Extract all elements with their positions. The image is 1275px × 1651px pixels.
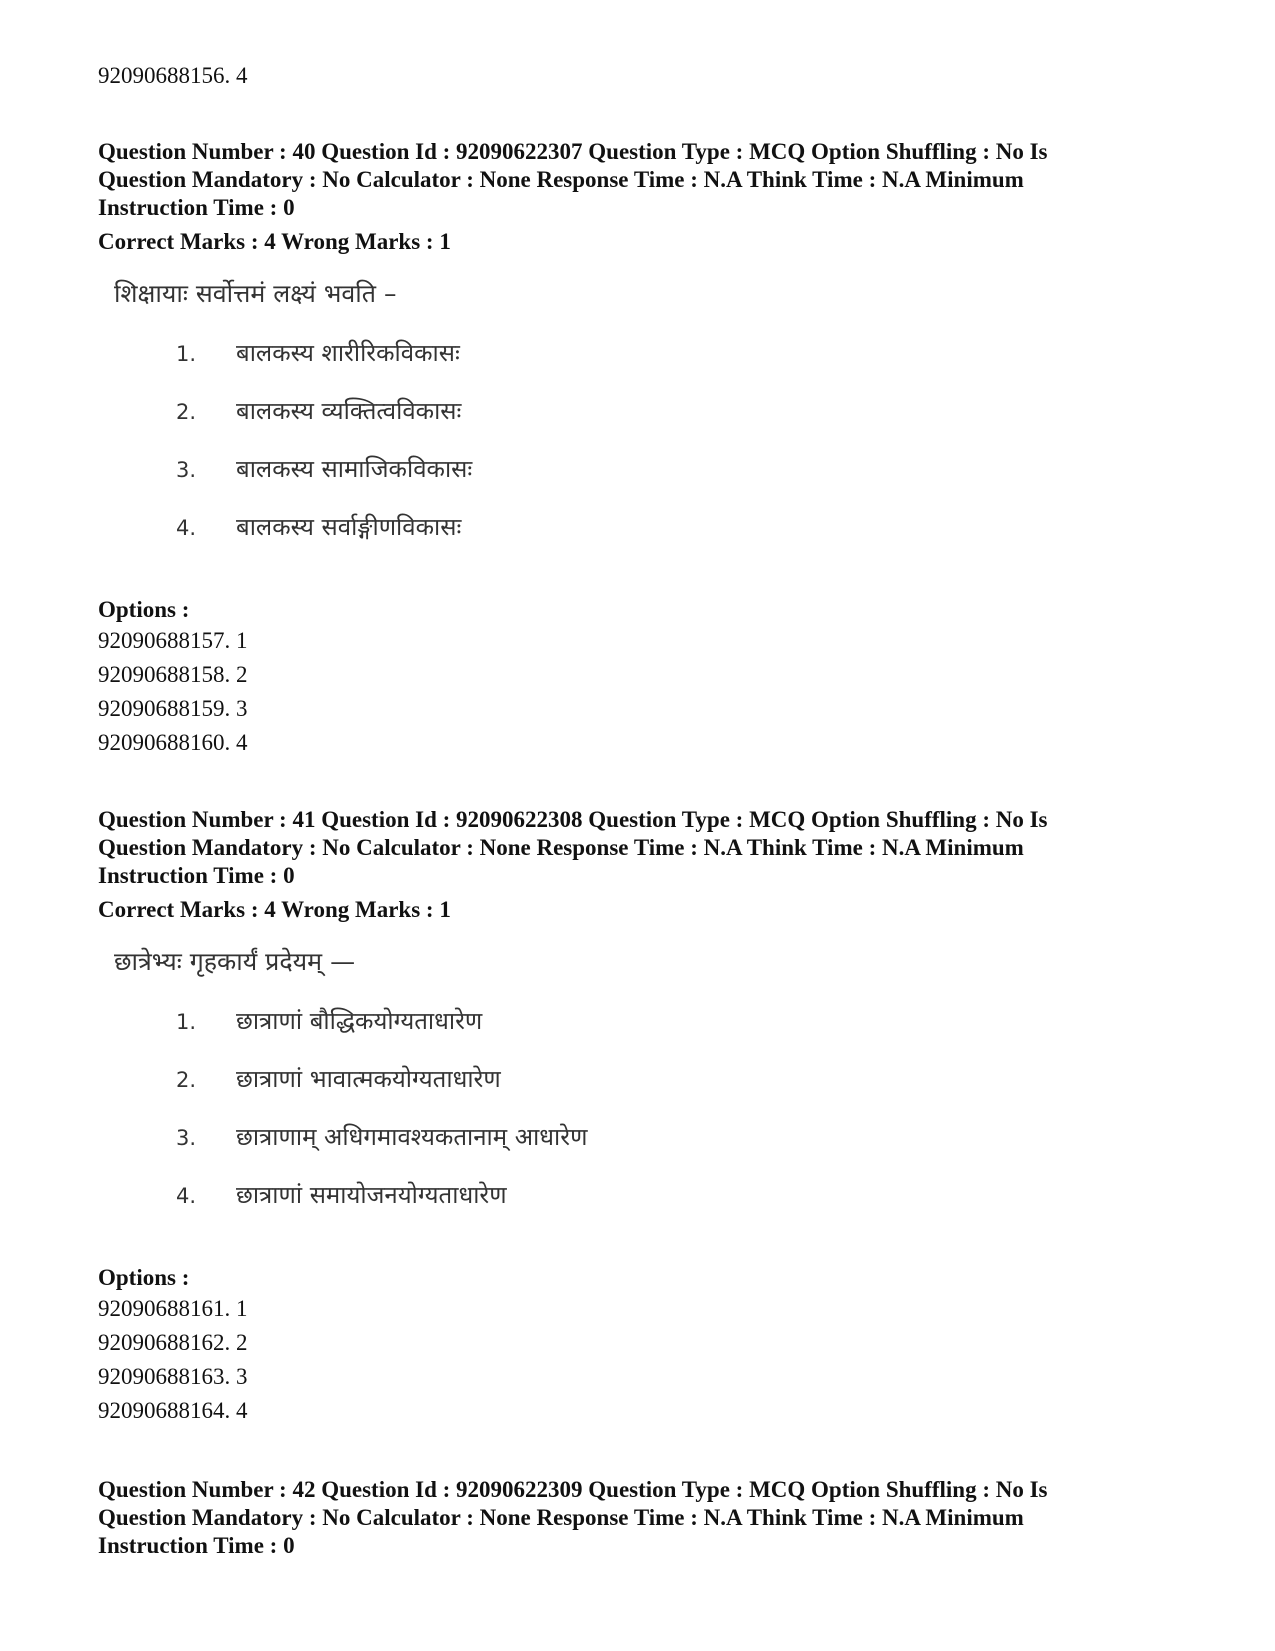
question-meta-line: Question Mandatory : No Calculator : None Response Time : N.A Think Time : N.A Minimum <box>98 1505 1024 1530</box>
question-meta <box>98 1476 1198 1560</box>
option-id: 92090688158. 2 <box>98 662 248 687</box>
choice-text: बालकस्य शारीरिकविकासः <box>236 339 460 367</box>
question-meta-line: Instruction Time : 0 <box>98 195 295 220</box>
question-content <box>98 256 1198 596</box>
choice-text: बालकस्य व्यक्तित्वविकासः <box>236 397 462 425</box>
option-id: 92090688157. 1 <box>98 628 248 653</box>
question-meta-line: Instruction Time : 0 <box>98 1533 295 1558</box>
question-meta-line: Instruction Time : 0 <box>98 863 295 888</box>
option-id: 92090688163. 3 <box>98 1364 248 1389</box>
choice-number: 3. <box>176 1126 197 1150</box>
question-meta <box>98 806 1198 890</box>
question-meta-line: Question Number : 40 Question Id : 92090622307 Question Type : MCQ Option Shuffling : No Is <box>98 139 1048 164</box>
choice-number: 3. <box>176 458 197 482</box>
option-id: 92090688162. 2 <box>98 1330 248 1355</box>
option-id: 92090688159. 3 <box>98 696 248 721</box>
answer-choice <box>176 510 461 543</box>
question-marks: Correct Marks : 4 Wrong Marks : 1 <box>98 897 451 922</box>
answer-choice <box>176 1062 501 1095</box>
question-block <box>98 806 1198 1428</box>
question-content <box>98 924 1198 1264</box>
question-block <box>98 1476 1198 1560</box>
options-heading: Options : <box>98 597 190 622</box>
question-meta-line: Question Mandatory : No Calculator : None Response Time : N.A Think Time : N.A Minimum <box>98 835 1024 860</box>
choice-text: बालकस्य सर्वाङ्गीणविकासः <box>236 513 462 541</box>
choice-number: 2. <box>176 400 197 424</box>
question-meta-line: Question Number : 42 Question Id : 92090622309 Question Type : MCQ Option Shuffling : No Is <box>98 1477 1048 1502</box>
question-meta <box>98 138 1198 222</box>
choice-number: 4. <box>176 516 197 540</box>
choice-number: 2. <box>176 1068 197 1092</box>
choice-number: 1. <box>176 342 197 366</box>
previous-question-option: 92090688156. 4 <box>98 63 248 88</box>
choice-text: छात्राणां भावात्मकयोग्यताधारेण <box>236 1065 501 1093</box>
choice-text: छात्राणां समायोजनयोग्यताधारेण <box>236 1181 507 1209</box>
answer-choice <box>176 452 472 485</box>
question-meta-line: Question Mandatory : No Calculator : None Response Time : N.A Think Time : N.A Minimum <box>98 167 1024 192</box>
choice-text: छात्राणाम् अधिगमावश्यकतानाम् आधारेण <box>236 1123 588 1151</box>
answer-choice <box>176 394 461 427</box>
answer-choice <box>176 1004 482 1037</box>
option-id: 92090688164. 4 <box>98 1398 248 1423</box>
choice-text: छात्राणां बौद्धिकयोग्यताधारेण <box>236 1007 483 1035</box>
answer-choice <box>176 1120 587 1153</box>
question-block <box>98 138 1198 760</box>
question-meta-line: Question Number : 41 Question Id : 92090622308 Question Type : MCQ Option Shuffling : No Is <box>98 807 1048 832</box>
option-id: 92090688160. 4 <box>98 730 248 755</box>
choice-number: 1. <box>176 1010 197 1034</box>
choice-text: बालकस्य सामाजिकविकासः <box>236 455 473 483</box>
answer-choice <box>176 1178 507 1211</box>
option-id: 92090688161. 1 <box>98 1296 248 1321</box>
answer-choice <box>176 336 460 369</box>
options-heading: Options : <box>98 1265 190 1290</box>
choice-number: 4. <box>176 1184 197 1208</box>
question-stem: शिक्षायाः सर्वोत्तमं लक्ष्यं भवति – <box>114 279 397 308</box>
question-stem: छात्रेभ्यः गृहकार्यं प्रदेयम् — <box>114 947 356 976</box>
question-marks: Correct Marks : 4 Wrong Marks : 1 <box>98 229 451 254</box>
